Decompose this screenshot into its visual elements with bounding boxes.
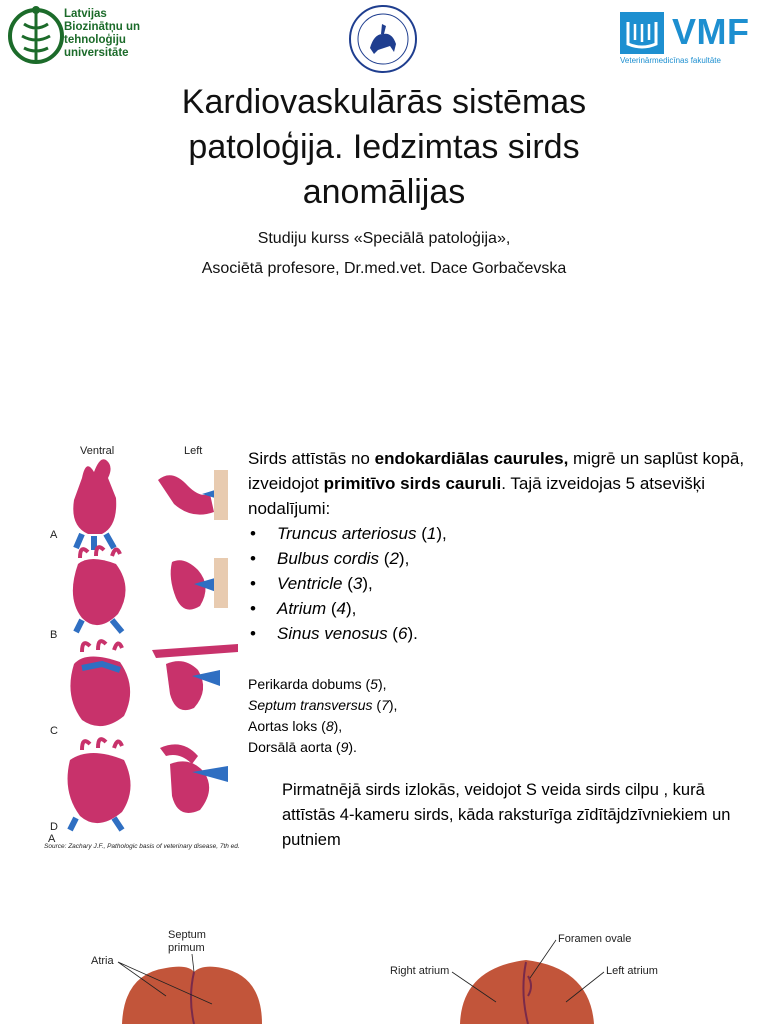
- intro-text: [248, 446, 768, 646]
- label-left-atrium: Left atrium: [606, 965, 658, 977]
- intro-bold-term: endokardiālas caurules,: [374, 449, 569, 468]
- vmf-subtitle: Veterinārmedicīnas fakultāte: [620, 56, 721, 65]
- stage-b-diagram: [50, 547, 228, 641]
- label-atria: Atria: [91, 955, 114, 967]
- intro-text-part: Sirds attīstās no: [248, 449, 375, 468]
- intro-text-part: . Tajā izveidojas 5 atsevišķi nodalījumi:: [248, 474, 706, 518]
- figure-letter: A: [48, 833, 56, 845]
- list-item: • Atrium (4),: [248, 596, 768, 621]
- page-title: [84, 80, 684, 215]
- llu-name-line: tehnoloģiju: [64, 34, 126, 46]
- stage-c-diagram: [50, 641, 238, 737]
- llu-name: [64, 8, 140, 60]
- label-septum: Septum: [168, 929, 206, 941]
- title-line: patoloģija. Iedzimtas sirds: [188, 128, 580, 166]
- llu-name-line: universitāte: [64, 47, 129, 59]
- atria-septum-figure: [0, 922, 768, 1024]
- title-line: anomālijas: [302, 173, 466, 211]
- figure-col-label: Left: [184, 445, 203, 457]
- note-line: Septum transversus (7),: [248, 697, 398, 713]
- label-right-atrium: Right atrium: [390, 965, 450, 977]
- vmf-wordmark: VMF: [672, 11, 750, 52]
- figure-col-label: Ventral: [80, 445, 115, 457]
- llu-name-line: Biozinātņu un: [64, 21, 141, 33]
- heart-parts-list: [248, 521, 768, 646]
- row-letter: A: [50, 529, 58, 541]
- course-name: Studiju kurss «Speciālā patoloģija»,: [257, 230, 511, 247]
- figure-source: Source: Zachary J.F., Pathologic basis of veterinary disease, 7th ed.: [44, 843, 240, 850]
- row-letter: D: [50, 821, 58, 833]
- label-foramen-ovale: Foramen ovale: [558, 933, 632, 945]
- author-line: Asociētā profesore, Dr.med.vet. Dace Gorbačevska: [201, 260, 567, 277]
- intro-text-part: migrē un saplūst kopā, izveidojot: [248, 449, 745, 493]
- stage-d-diagram: [50, 739, 228, 833]
- note-line: Dorsālā aorta (9).: [248, 739, 357, 755]
- list-item: • Sinus venosus (6).: [248, 621, 768, 646]
- list-item: • Bulbus cordis (2),: [248, 546, 768, 571]
- title-line: Kardiovaskulārās sistēmas: [181, 83, 587, 121]
- row-letter: B: [50, 629, 58, 641]
- note-line: Perikarda dobums (5),: [248, 676, 387, 692]
- list-item: • Truncus arteriosus (1),: [248, 521, 768, 546]
- structure-notes: [248, 674, 397, 758]
- heart-development-figure: [42, 438, 270, 858]
- stage-a-diagram: [50, 459, 228, 550]
- veterinary-faculty-seal-icon: [348, 4, 418, 74]
- heart-loop-paragraph: Pirmatnējā sirds izlokās, veidojot S veida sirds cilpu , kurā attīstās 4-kameru sirds, kāda raksturīga zīdītājdzīvniekiem un putniem: [282, 781, 731, 849]
- label-primum: primum: [168, 942, 205, 954]
- llu-name-line: Latvijas: [64, 8, 107, 20]
- note-line: Aortas loks (8),: [248, 718, 343, 734]
- row-letter: C: [50, 725, 58, 737]
- list-item: • Ventricle (3),: [248, 571, 768, 596]
- intro-paragraph: [248, 446, 768, 521]
- intro-bold-term: primitīvo sirds cauruli: [323, 474, 502, 493]
